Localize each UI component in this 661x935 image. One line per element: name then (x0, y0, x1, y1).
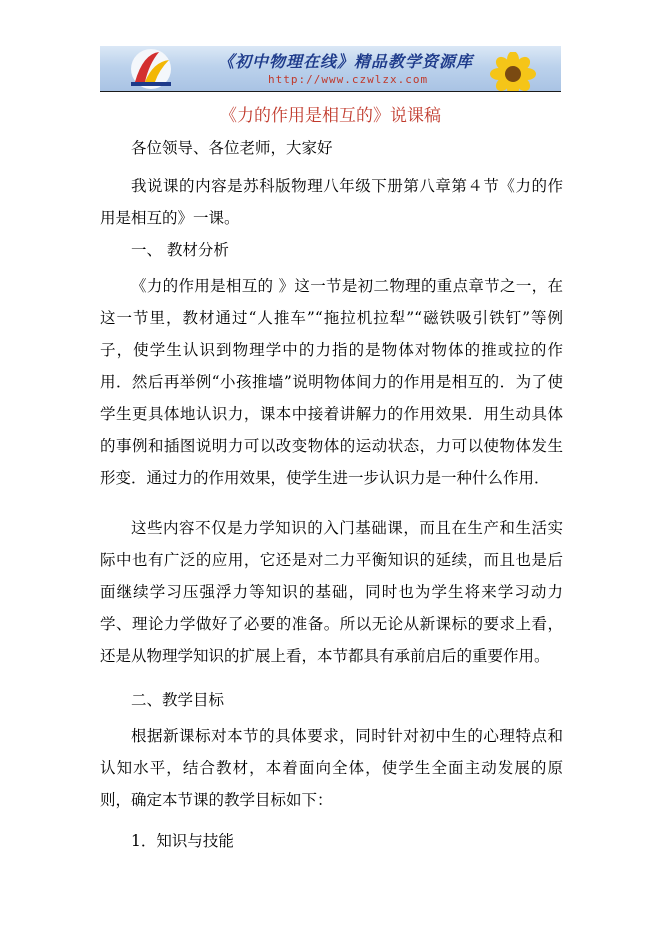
document-title: 《力的作用是相互的》说课稿 (220, 106, 441, 126)
sunflower-icon (483, 52, 543, 92)
header-banner (100, 46, 561, 92)
greeting: 各位领导、各位老师，大家好 (131, 139, 333, 157)
section1-heading: 一、 教材分析 (131, 241, 229, 259)
site-title: 《初中物理在线》精品教学资源库 (218, 52, 474, 71)
section1-paragraph1: 《力的作用是相互的 》这一节是初二物理的重点章节之一，在这一节里，教材通过“人推车”“拖拉机拉犁”“磁铁吸引铁钉”等例子，使学生认识到物理学中的力指的是物体对物体的推或拉的作用．然后再举例“小孩推墙”说明物体间力的作用是相互的．为了使学生更具体地认识力，课本中接着讲解力的作用效果．用生动具体的事例和插图说明力可以改变物体的运动状态，力可以使物体发生形变．通过力的作用效果，使学生进一步认识力是一种什么作用． (100, 277, 563, 487)
section2-paragraph1: 根据新课标对本节的具体要求，同时针对初中生的心理特点和认知水平，结合教材，本着面向全体，使学生全面主动发展的原则，确定本节课的教学目标如下： (100, 727, 563, 809)
site-url: http://www.czwlzx.com (268, 73, 429, 86)
section2-heading: 二、教学目标 (131, 691, 225, 709)
section1-paragraph2: 这些内容不仅是力学知识的入门基础课，而且在生产和生活实际中也有广泛的应用，它还是对二力平衡知识的延续，而且也是后面继续学习压强浮力等知识的基础，同时也为学生将来学习动力学、理论力学做好了必要的准备。所以无论从新课标的要求上看，还是从物理学知识的扩展上看，本节都具有承前启后的重要作用。 (100, 519, 563, 665)
intro-paragraph: 我说课的内容是苏科版物理八年级下册第八章第４节《力的作用是相互的》一课。 (100, 177, 563, 227)
site-logo-icon (125, 48, 177, 90)
list-item-knowledge-skills: 1．知识与技能 (131, 832, 234, 850)
